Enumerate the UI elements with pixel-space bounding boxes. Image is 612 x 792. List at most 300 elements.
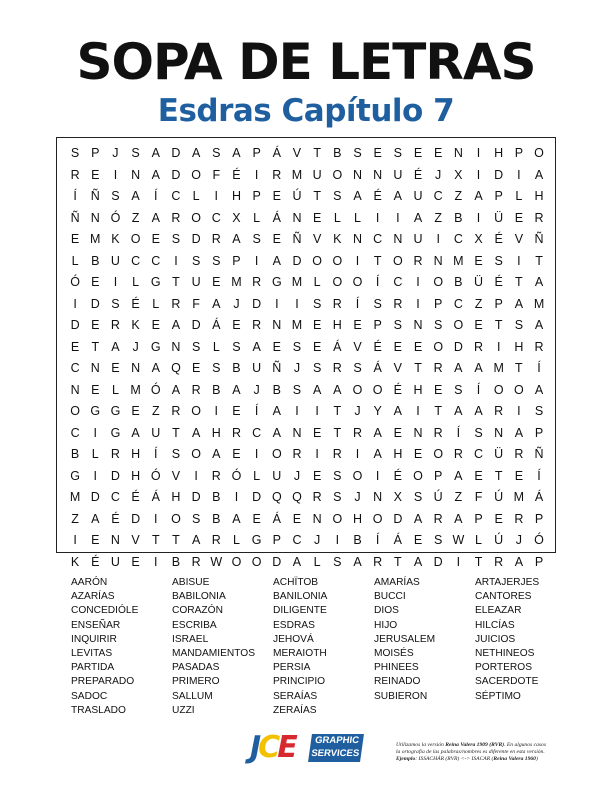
grid-cell: O xyxy=(332,275,343,289)
grid-cell: U xyxy=(413,232,423,246)
grid-cell: Í xyxy=(154,447,158,461)
grid-row xyxy=(65,165,549,187)
grid-cell: I xyxy=(476,146,481,160)
word-item: SALLUM xyxy=(172,690,213,702)
grid-cell: N xyxy=(171,339,181,354)
word-item: MERAIOTH xyxy=(273,648,327,660)
grid-cell: S xyxy=(212,146,221,160)
grid-cell: K xyxy=(131,318,140,332)
grid-cell: R xyxy=(312,490,322,504)
grid-cell: Ó xyxy=(534,533,544,547)
grid-cell: E xyxy=(131,404,140,418)
grid-cell: I xyxy=(174,253,178,268)
word-item: HIJO xyxy=(374,619,398,631)
grid-cell: Ñ xyxy=(272,361,282,375)
grid-cell: S xyxy=(333,468,342,483)
grid-cell: É xyxy=(232,167,241,182)
grid-cell: E xyxy=(393,339,402,354)
grid-cell: L xyxy=(71,253,79,268)
grid-cell: T xyxy=(313,189,321,203)
grid-cell: A xyxy=(151,210,160,225)
grid-cell: I xyxy=(154,511,158,526)
grid-cell: E xyxy=(434,382,443,397)
word-item: LEVITAS xyxy=(71,648,113,660)
logo-text-box xyxy=(308,734,364,762)
grid-cell: A xyxy=(373,447,382,461)
grid-cell: S xyxy=(454,382,463,397)
grid-cell: T xyxy=(394,554,402,569)
grid-cell: J xyxy=(515,533,522,547)
grid-cell: E xyxy=(474,468,483,483)
grid-cell: I xyxy=(254,167,259,182)
grid-cell: O xyxy=(352,468,363,483)
grid-cell: S xyxy=(171,447,181,461)
grid-row xyxy=(65,272,549,294)
grid-cell: P xyxy=(494,189,503,203)
grid-cell: S xyxy=(191,339,201,354)
grid-cell: G xyxy=(110,425,121,440)
grid-cell: I xyxy=(315,404,319,418)
grid-row xyxy=(65,315,549,337)
grid-cell: S xyxy=(333,490,342,504)
grid-cell: A xyxy=(413,554,423,569)
grid-cell: E xyxy=(91,318,100,332)
grid-cell: S xyxy=(131,146,140,160)
grid-cell: O xyxy=(271,447,282,461)
grid-cell: T xyxy=(414,361,422,375)
grid-cell: S xyxy=(232,339,241,354)
grid-cell: R xyxy=(171,210,181,225)
grid-cell: A xyxy=(232,146,241,160)
note-line2: la ortografía de las palabras/nombres es diferente en esta versión. xyxy=(396,749,545,755)
grid-cell: O xyxy=(534,146,544,160)
grid-cell: C xyxy=(171,189,181,203)
grid-cell: M xyxy=(90,232,101,246)
grid-cell: H xyxy=(131,468,141,483)
grid-cell: H xyxy=(494,146,504,160)
logo-text-line2: SERVICES xyxy=(310,748,360,759)
grid-cell: N xyxy=(413,318,423,332)
grid-cell: E xyxy=(232,318,241,332)
grid-cell: R xyxy=(433,361,443,375)
grid-cell: O xyxy=(493,382,504,397)
grid-cell: N xyxy=(272,318,282,332)
grid-cell: N xyxy=(110,533,120,547)
grid-row xyxy=(65,294,549,316)
word-item: JUICIOS xyxy=(475,633,516,645)
grid-cell: P xyxy=(534,511,544,526)
word-item: BANILONIA xyxy=(273,591,328,603)
grid-cell: D xyxy=(171,167,181,182)
grid-cell: R xyxy=(433,425,443,440)
grid-cell: I xyxy=(375,210,380,225)
grid-cell: T xyxy=(515,275,523,289)
grid-cell: R xyxy=(272,167,282,182)
word-item: PHINEES xyxy=(374,662,419,674)
grid-cell: N xyxy=(433,253,443,268)
grid-cell: S xyxy=(474,425,483,440)
grid-cell: R xyxy=(292,447,302,461)
grid-cell: D xyxy=(252,490,262,504)
grid-cell: I xyxy=(214,404,219,418)
grid-cell: A xyxy=(393,189,402,203)
grid-cell: O xyxy=(332,253,343,268)
grid-cell: B xyxy=(353,533,362,547)
word-item: CONCEDIÓLE xyxy=(71,605,139,617)
grid-cell: M xyxy=(291,167,303,182)
grid-cell: J xyxy=(253,382,260,397)
grid-cell: O xyxy=(171,511,181,526)
word-item: TRASLADO xyxy=(71,704,126,716)
grid-cell: G xyxy=(70,468,80,483)
word-item: BUCCI xyxy=(374,591,406,603)
grid-cell: E xyxy=(413,447,423,461)
grid-cell: A xyxy=(151,146,160,160)
grid-cell: U xyxy=(151,425,161,440)
grid-cell: Ú xyxy=(433,490,443,504)
grid-cell: Í xyxy=(375,275,380,289)
grid-cell: A xyxy=(272,404,281,418)
grid-cell: R xyxy=(171,296,181,311)
word-item: DILIGENTE xyxy=(273,605,327,617)
grid-cell: D xyxy=(191,232,201,246)
word-item: NETHINEOS xyxy=(475,648,535,660)
grid-cell: A xyxy=(353,554,362,569)
grid-cell: Q xyxy=(171,361,181,375)
grid-cell: T xyxy=(313,146,321,160)
grid-cell: É xyxy=(131,490,140,504)
grid-cell: A xyxy=(131,425,140,440)
grid-cell: A xyxy=(111,339,120,354)
grid-cell: X xyxy=(454,167,463,182)
word-item: CANTORES xyxy=(475,591,532,603)
grid-cell: R xyxy=(514,447,524,461)
grid-cell: A xyxy=(212,447,221,461)
grid-cell: R xyxy=(211,533,221,547)
grid-cell: Ó xyxy=(150,468,161,483)
grid-cell: S xyxy=(393,146,402,160)
grid-cell: S xyxy=(434,533,443,547)
word-item: PRIMERO xyxy=(172,676,220,688)
grid-cell: A xyxy=(191,533,201,547)
grid-cell: R xyxy=(191,554,201,569)
grid-cell: M xyxy=(291,318,303,332)
grid-cell: C xyxy=(151,253,161,268)
grid-cell: É xyxy=(393,468,402,483)
grid-cell: A xyxy=(514,296,524,311)
grid-cell: H xyxy=(211,425,221,440)
grid-cell: J xyxy=(354,404,361,418)
word-item: REINADO xyxy=(374,676,421,688)
word-item: PASADAS xyxy=(172,662,220,674)
word-item: ENSEÑAR xyxy=(71,619,121,631)
grid-cell: A xyxy=(474,404,483,418)
grid-cell: I xyxy=(73,533,77,547)
grid-row xyxy=(65,337,549,359)
grid-cell: E xyxy=(474,253,483,268)
grid-cell: T xyxy=(172,425,180,440)
grid-cell: C xyxy=(393,275,403,289)
grid-cell: A xyxy=(212,296,221,311)
grid-cell: Í xyxy=(456,425,461,440)
grid-cell: S xyxy=(70,146,80,160)
grid-cell: S xyxy=(333,554,342,569)
letter-grid xyxy=(65,143,549,573)
grid-cell: V xyxy=(292,146,302,160)
grid-cell: R xyxy=(252,318,262,332)
grid-row xyxy=(65,487,549,509)
grid-row xyxy=(65,530,549,552)
note-line1a: Utilizamos la versión xyxy=(396,742,446,748)
grid-cell: Í xyxy=(254,404,259,418)
grid-cell: Á xyxy=(272,146,281,160)
grid-cell: P xyxy=(514,146,524,160)
grid-cell: U xyxy=(413,189,423,203)
grid-cell: S xyxy=(212,361,221,375)
grid-cell: I xyxy=(295,404,299,418)
grid-cell: S xyxy=(373,296,382,311)
grid-cell: I xyxy=(93,468,97,483)
grid-cell: D xyxy=(272,554,282,569)
grid-cell: B xyxy=(272,382,281,397)
grid-cell: N xyxy=(352,232,362,246)
grid-cell: O xyxy=(352,275,363,289)
grid-cell: A xyxy=(534,318,544,332)
grid-cell: Í xyxy=(375,533,380,547)
grid-cell: J xyxy=(233,296,240,311)
grid-cell: Z xyxy=(434,210,442,225)
grid-cell: H xyxy=(332,318,342,332)
grid-cell: B xyxy=(212,511,221,526)
grid-cell: R xyxy=(494,404,504,418)
grid-row xyxy=(65,186,549,208)
grid-cell: E xyxy=(232,404,241,418)
grid-cell: M xyxy=(453,253,464,268)
grid-cell: D xyxy=(453,339,463,354)
grid-cell: O xyxy=(332,511,343,526)
grid-cell: Í xyxy=(476,382,481,397)
grid-cell: N xyxy=(413,425,423,440)
grid-cell: U xyxy=(312,167,322,182)
grid-cell: S xyxy=(252,232,261,246)
logo-text-line1: GRAPHIC xyxy=(314,735,360,746)
page-title: SOPA DE LETRAS xyxy=(76,33,536,91)
word-column xyxy=(475,576,576,718)
grid-cell: Ñ xyxy=(534,232,544,246)
word-item: JEHOVÁ xyxy=(273,633,314,645)
word-item: MOISÉS xyxy=(374,648,414,660)
grid-cell: J xyxy=(314,533,321,547)
grid-cell: T xyxy=(151,533,160,547)
grid-cell: A xyxy=(171,382,181,397)
grid-cell: I xyxy=(456,554,461,569)
grid-cell: Ú xyxy=(494,490,504,504)
grid-cell: B xyxy=(70,447,80,461)
grid-cell: O xyxy=(130,232,141,246)
grid-cell: I xyxy=(476,167,481,182)
grid-cell: Q xyxy=(271,490,282,504)
grid-cell: Ú xyxy=(494,533,504,547)
word-item: ESCRIBA xyxy=(172,619,217,631)
grid-cell: C xyxy=(373,232,383,246)
grid-cell: E xyxy=(312,339,322,354)
grid-cell: B xyxy=(212,490,221,504)
grid-cell: C xyxy=(474,447,484,461)
grid-cell: D xyxy=(110,468,120,483)
grid-cell: I xyxy=(355,253,360,268)
word-item: PRINCIPIO xyxy=(273,676,326,688)
grid-cell: Í xyxy=(537,361,541,375)
grid-cell: S xyxy=(292,382,302,397)
word-item: ISRAEL xyxy=(172,633,209,645)
grid-cell: J xyxy=(112,146,119,160)
grid-cell: E xyxy=(91,275,100,289)
grid-cell: O xyxy=(392,253,403,268)
word-item: ESDRAS xyxy=(273,619,315,631)
grid-cell: O xyxy=(191,210,201,225)
grid-cell: B xyxy=(454,210,463,225)
grid-cell: H xyxy=(514,339,524,354)
grid-cell: Í xyxy=(355,296,360,311)
grid-cell: S xyxy=(333,189,342,203)
note-line3a: Ejemplo xyxy=(396,756,416,762)
version-note xyxy=(396,742,562,763)
grid-cell: L xyxy=(212,339,220,354)
grid-cell: T xyxy=(494,318,503,332)
grid-cell: A xyxy=(191,425,201,440)
note-line3d: ) xyxy=(535,756,538,762)
grid-cell: C xyxy=(453,296,463,311)
grid-cell: P xyxy=(91,146,100,160)
grid-cell: V xyxy=(131,533,140,547)
grid-cell: E xyxy=(413,146,423,160)
grid-cell: L xyxy=(253,468,261,483)
word-item: AZARÍAS xyxy=(71,591,115,603)
grid-cell: É xyxy=(111,511,120,526)
grid-cell: A xyxy=(534,382,544,397)
grid-cell: O xyxy=(191,167,201,182)
grid-cell: B xyxy=(333,146,342,160)
grid-row xyxy=(65,423,549,445)
word-item: JERUSALEM xyxy=(374,633,436,645)
grid-cell: Í xyxy=(73,189,77,203)
grid-cell: F xyxy=(212,167,221,182)
grid-cell: E xyxy=(232,447,241,461)
grid-cell: O xyxy=(372,382,383,397)
grid-cell: Á xyxy=(272,210,281,225)
grid-cell: A xyxy=(333,382,342,397)
grid-cell: E xyxy=(70,339,80,354)
grid-cell: A xyxy=(534,167,544,182)
grid-cell: H xyxy=(393,447,403,461)
grid-cell: D xyxy=(90,296,100,311)
grid-cell: I xyxy=(355,447,360,461)
grid-cell: A xyxy=(131,189,140,203)
grid-cell: H xyxy=(413,382,423,397)
grid-cell: E xyxy=(70,232,80,246)
grid-cell: R xyxy=(332,296,342,311)
grid-cell: X xyxy=(232,210,241,225)
grid-cell: R xyxy=(110,318,120,332)
grid-cell: A xyxy=(232,232,241,246)
grid-cell: L xyxy=(111,382,119,397)
word-column xyxy=(374,576,475,718)
grid-cell: L xyxy=(152,296,160,311)
grid-cell: E xyxy=(373,146,382,160)
grid-cell: R xyxy=(332,447,342,461)
grid-cell: N xyxy=(494,425,504,440)
grid-cell: T xyxy=(515,361,523,375)
grid-cell: A xyxy=(252,339,261,354)
grid-cell: E xyxy=(252,511,261,526)
grid-cell: N xyxy=(90,210,100,225)
grid-cell: I xyxy=(335,533,340,547)
grid-cell: P xyxy=(232,253,241,268)
word-item: SUBIERON xyxy=(374,690,428,702)
grid-cell: Á xyxy=(333,339,342,354)
grid-cell: I xyxy=(396,210,400,225)
grid-cell: C xyxy=(211,210,221,225)
grid-cell: A xyxy=(474,361,483,375)
grid-cell: Ü xyxy=(474,275,484,289)
grid-cell: V xyxy=(514,232,524,246)
grid-cell: E xyxy=(272,232,281,246)
grid-cell: E xyxy=(312,210,322,225)
grid-cell: Ú xyxy=(292,189,302,203)
grid-cell: U xyxy=(252,361,262,375)
grid-cell: I xyxy=(436,232,440,246)
grid-cell: G xyxy=(150,275,161,289)
grid-cell: E xyxy=(91,167,100,182)
grid-cell: G xyxy=(150,339,161,354)
word-item: PARTIDA xyxy=(71,662,115,674)
grid-cell: O xyxy=(191,404,201,418)
grid-cell: E xyxy=(514,468,524,483)
grid-cell: I xyxy=(214,189,219,203)
grid-cell: A xyxy=(353,189,362,203)
grid-cell: S xyxy=(353,361,362,375)
grid-row xyxy=(65,401,549,423)
grid-cell: Y xyxy=(373,404,382,418)
grid-cell: N xyxy=(373,167,383,182)
grid-cell: S xyxy=(292,339,302,354)
grid-cell: E xyxy=(272,339,281,354)
grid-cell: D xyxy=(252,296,262,311)
grid-cell: T xyxy=(434,404,442,418)
grid-cell: L xyxy=(515,189,523,203)
grid-cell: L xyxy=(475,533,482,547)
grid-cell: I xyxy=(93,425,97,440)
grid-cell: R xyxy=(373,554,383,569)
grid-cell: Í xyxy=(154,189,158,203)
grid-cell: J xyxy=(132,339,139,354)
grid-cell: P xyxy=(474,511,483,526)
grid-cell: N xyxy=(292,210,302,225)
grid-cell: D xyxy=(292,253,302,268)
grid-cell: I xyxy=(295,296,299,311)
word-item: MANDAMIENTOS xyxy=(172,648,256,660)
grid-cell: I xyxy=(416,275,420,289)
word-item: PORTEROS xyxy=(475,662,532,674)
grid-cell: N xyxy=(70,382,80,397)
grid-cell: A xyxy=(393,404,402,418)
grid-cell: R xyxy=(231,425,241,440)
grid-cell: E xyxy=(131,554,140,569)
grid-cell: A xyxy=(191,146,201,160)
grid-cell: E xyxy=(474,318,483,332)
grid-cell: I xyxy=(517,404,521,418)
grid-cell: N xyxy=(312,511,322,526)
